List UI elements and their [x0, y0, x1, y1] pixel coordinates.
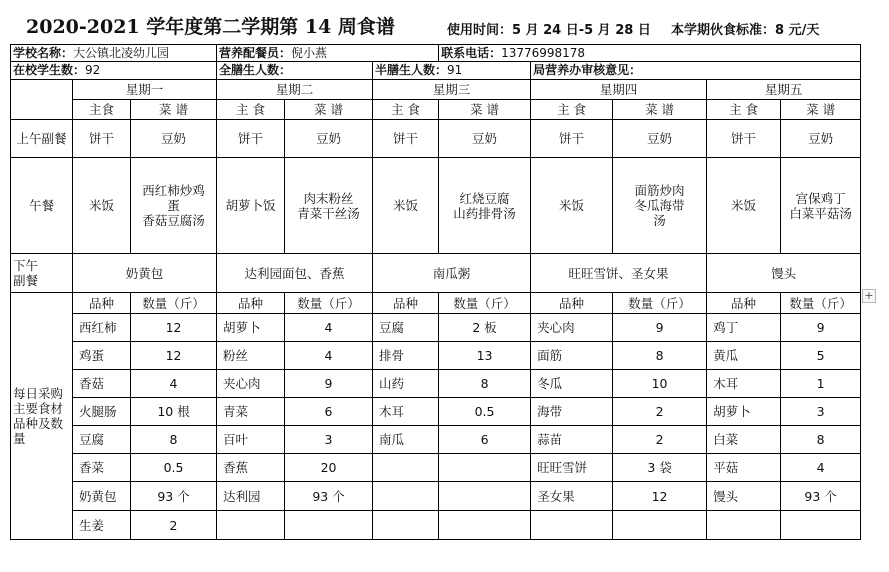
table-row-add-handle[interactable]: +	[862, 289, 876, 303]
lunch-dish: 红烧豆腐 山药排骨汤	[439, 158, 531, 254]
purchase-qty: 4	[285, 314, 373, 342]
purchase-item: 平菇	[707, 454, 781, 482]
purchase-item: 生姜	[73, 511, 131, 540]
purchase-qty: 6	[439, 426, 531, 454]
purchase-qty-header: 数量（斤）	[131, 293, 217, 314]
purchase-qty: 10 根	[131, 398, 217, 426]
purchase-qty: 4	[781, 454, 861, 482]
purchase-item: 青菜	[217, 398, 285, 426]
purchase-header-row	[11, 293, 861, 314]
purchase-qty: 0.5	[131, 454, 217, 482]
purchase-qty	[439, 482, 531, 511]
purchase-row	[11, 398, 861, 426]
purchase-qty: 2 板	[439, 314, 531, 342]
purchase-qty: 9	[781, 314, 861, 342]
nutritionist-value: 倪小燕	[291, 45, 328, 60]
row-label-purchase: 每日采购主要食材品种及数量	[11, 293, 73, 540]
morning-dish: 豆奶	[439, 120, 531, 158]
purchase-qty-header: 数量（斤）	[781, 293, 861, 314]
purchase-qty: 2	[613, 398, 707, 426]
purchase-item: 百叶	[217, 426, 285, 454]
school-name-value: 大公镇北凌幼儿园	[73, 45, 170, 60]
lunch-dish: 西红柿炒鸡 蛋 香菇豆腐汤	[131, 158, 217, 254]
lunch-staple: 胡萝卜饭	[217, 158, 285, 254]
purchase-qty: 93 个	[285, 482, 373, 511]
staple-header: 主 食	[707, 100, 781, 120]
purchase-qty: 9	[613, 314, 707, 342]
purchase-qty: 3	[781, 398, 861, 426]
purchase-item: 南瓜	[373, 426, 439, 454]
purchase-qty: 93 个	[781, 482, 861, 511]
row-label-morning: 上午副餐	[11, 120, 73, 158]
purchase-qty: 8	[781, 426, 861, 454]
purchase-item: 香菜	[73, 454, 131, 482]
student-count	[11, 62, 217, 80]
school-name-label: 学校名称：	[13, 45, 74, 60]
purchase-item-header: 品种	[707, 293, 781, 314]
purchase-qty: 5	[781, 342, 861, 370]
afternoon-snack: 旺旺雪饼、圣女果	[531, 254, 707, 293]
dish-header: 菜 谱	[781, 100, 861, 120]
column-header-row	[11, 100, 861, 120]
purchase-item: 奶黄包	[73, 482, 131, 511]
purchase-qty	[439, 511, 531, 540]
purchase-item: 胡萝卜	[707, 398, 781, 426]
purchase-item-header: 品种	[373, 293, 439, 314]
afternoon-snack: 达利园面包、香蕉	[217, 254, 373, 293]
purchase-item	[373, 482, 439, 511]
lunch-dish: 肉末粉丝 青菜干丝汤	[285, 158, 373, 254]
purchase-qty: 3 袋	[613, 454, 707, 482]
morning-staple: 饼干	[73, 120, 131, 158]
purchase-item	[531, 511, 613, 540]
purchase-qty: 10	[613, 370, 707, 398]
purchase-item: 鸡蛋	[73, 342, 131, 370]
purchase-qty-header: 数量（斤）	[613, 293, 707, 314]
purchase-qty-header: 数量（斤）	[439, 293, 531, 314]
purchase-item: 香菇	[73, 370, 131, 398]
afternoon-snack: 奶黄包	[73, 254, 217, 293]
staple-header: 主食	[73, 100, 131, 120]
purchase-item: 豆腐	[373, 314, 439, 342]
morning-dish: 豆奶	[131, 120, 217, 158]
purchase-qty: 12	[131, 314, 217, 342]
morning-staple: 饼干	[217, 120, 285, 158]
dish-header: 菜 谱	[439, 100, 531, 120]
purchase-qty: 93 个	[131, 482, 217, 511]
day-header: 星期三	[373, 80, 531, 100]
afternoon-snack-row	[11, 254, 861, 293]
document-header	[0, 0, 889, 44]
info-row-1	[11, 45, 861, 62]
purchase-row	[11, 482, 861, 511]
purchase-row	[11, 370, 861, 398]
purchase-qty: 12	[131, 342, 217, 370]
bureau-review-label: 局营养办审核意见：	[533, 63, 642, 77]
staple-header: 主 食	[217, 100, 285, 120]
staple-header: 主 食	[531, 100, 613, 120]
purchase-qty: 8	[131, 426, 217, 454]
usage-time: 使用时间：5 月 24 日-5 月 28 日	[447, 23, 651, 38]
purchase-item: 西红柿	[73, 314, 131, 342]
purchase-qty	[781, 511, 861, 540]
purchase-item	[373, 511, 439, 540]
morning-snack-row	[11, 120, 861, 158]
full-board-count-label: 全膳生人数：	[219, 63, 292, 77]
purchase-qty: 2	[613, 426, 707, 454]
bureau-review	[531, 62, 861, 80]
purchase-item: 排骨	[373, 342, 439, 370]
dish-header: 菜 谱	[285, 100, 373, 120]
purchase-row	[11, 511, 861, 540]
corner-cell	[11, 80, 73, 120]
morning-staple: 饼干	[707, 120, 781, 158]
morning-staple: 饼干	[531, 120, 613, 158]
morning-staple: 饼干	[373, 120, 439, 158]
half-board-count-label: 半膳生人数：	[375, 63, 448, 77]
purchase-qty: 13	[439, 342, 531, 370]
purchase-qty: 9	[285, 370, 373, 398]
purchase-item: 夹心肉	[531, 314, 613, 342]
lunch-row	[11, 158, 861, 254]
purchase-item: 馒头	[707, 482, 781, 511]
purchase-item: 木耳	[373, 398, 439, 426]
purchase-item: 火腿肠	[73, 398, 131, 426]
purchase-item: 面筋	[531, 342, 613, 370]
day-header: 星期四	[531, 80, 707, 100]
purchase-item: 香蕉	[217, 454, 285, 482]
afternoon-snack: 馒头	[707, 254, 861, 293]
info-row-2	[11, 62, 861, 80]
day-header: 星期五	[707, 80, 861, 100]
purchase-item: 粉丝	[217, 342, 285, 370]
purchase-row	[11, 454, 861, 482]
purchase-item-header: 品种	[73, 293, 131, 314]
page-title: 2020-2021 学年度第二学期第 14 周食谱	[26, 16, 395, 38]
purchase-item: 木耳	[707, 370, 781, 398]
contact-phone-label: 联系电话：	[441, 45, 502, 60]
purchase-qty: 3	[285, 426, 373, 454]
row-label-afternoon: 下午 副餐	[11, 254, 73, 293]
student-count-value: 92	[85, 63, 101, 77]
contact-phone-value: 13776998178	[501, 45, 586, 60]
purchase-item-header: 品种	[531, 293, 613, 314]
lunch-staple: 米饭	[707, 158, 781, 254]
purchase-item: 胡萝卜	[217, 314, 285, 342]
lunch-dish: 宫保鸡丁 白菜平菇汤	[781, 158, 861, 254]
purchase-qty	[285, 511, 373, 540]
day-header: 星期二	[217, 80, 373, 100]
day-header: 星期一	[73, 80, 217, 100]
purchase-qty-header: 数量（斤）	[285, 293, 373, 314]
purchase-item: 鸡丁	[707, 314, 781, 342]
lunch-staple: 米饭	[373, 158, 439, 254]
purchase-qty: 1	[781, 370, 861, 398]
full-board-count	[217, 62, 373, 80]
purchase-qty: 12	[613, 482, 707, 511]
purchase-item: 蒜苗	[531, 426, 613, 454]
purchase-qty	[439, 454, 531, 482]
school-name	[11, 45, 217, 62]
student-count-label: 在校学生数：	[13, 63, 86, 77]
purchase-qty: 4	[285, 342, 373, 370]
morning-dish: 豆奶	[613, 120, 707, 158]
purchase-item	[217, 511, 285, 540]
lunch-staple: 米饭	[73, 158, 131, 254]
purchase-row	[11, 342, 861, 370]
purchase-qty: 8	[613, 342, 707, 370]
weekly-menu-table	[10, 44, 861, 540]
purchase-item: 旺旺雪饼	[531, 454, 613, 482]
lunch-staple: 米饭	[531, 158, 613, 254]
purchase-item: 圣女果	[531, 482, 613, 511]
contact-phone	[439, 45, 861, 62]
purchase-row	[11, 426, 861, 454]
purchase-item: 达利园	[217, 482, 285, 511]
purchase-qty	[613, 511, 707, 540]
purchase-item: 豆腐	[73, 426, 131, 454]
nutritionist	[217, 45, 439, 62]
afternoon-snack: 南瓜粥	[373, 254, 531, 293]
purchase-qty: 8	[439, 370, 531, 398]
purchase-item: 白菜	[707, 426, 781, 454]
purchase-item: 黄瓜	[707, 342, 781, 370]
purchase-item: 冬瓜	[531, 370, 613, 398]
nutritionist-label: 营养配餐员：	[219, 45, 292, 60]
purchase-item	[707, 511, 781, 540]
half-board-count-value: 91	[447, 63, 463, 77]
purchase-item: 山药	[373, 370, 439, 398]
purchase-qty: 6	[285, 398, 373, 426]
dish-header: 菜 谱	[613, 100, 707, 120]
half-board-count	[373, 62, 531, 80]
day-header-row	[11, 80, 861, 100]
row-label-lunch: 午餐	[11, 158, 73, 254]
food-standard: 本学期伙食标准：8 元/天	[671, 23, 820, 38]
purchase-qty: 2	[131, 511, 217, 540]
morning-dish: 豆奶	[781, 120, 861, 158]
purchase-qty: 20	[285, 454, 373, 482]
morning-dish: 豆奶	[285, 120, 373, 158]
purchase-item: 海带	[531, 398, 613, 426]
purchase-qty: 0.5	[439, 398, 531, 426]
lunch-dish: 面筋炒肉 冬瓜海带 汤	[613, 158, 707, 254]
purchase-row	[11, 314, 861, 342]
purchase-item: 夹心肉	[217, 370, 285, 398]
dish-header: 菜 谱	[131, 100, 217, 120]
staple-header: 主 食	[373, 100, 439, 120]
purchase-item-header: 品种	[217, 293, 285, 314]
purchase-qty: 4	[131, 370, 217, 398]
purchase-item	[373, 454, 439, 482]
